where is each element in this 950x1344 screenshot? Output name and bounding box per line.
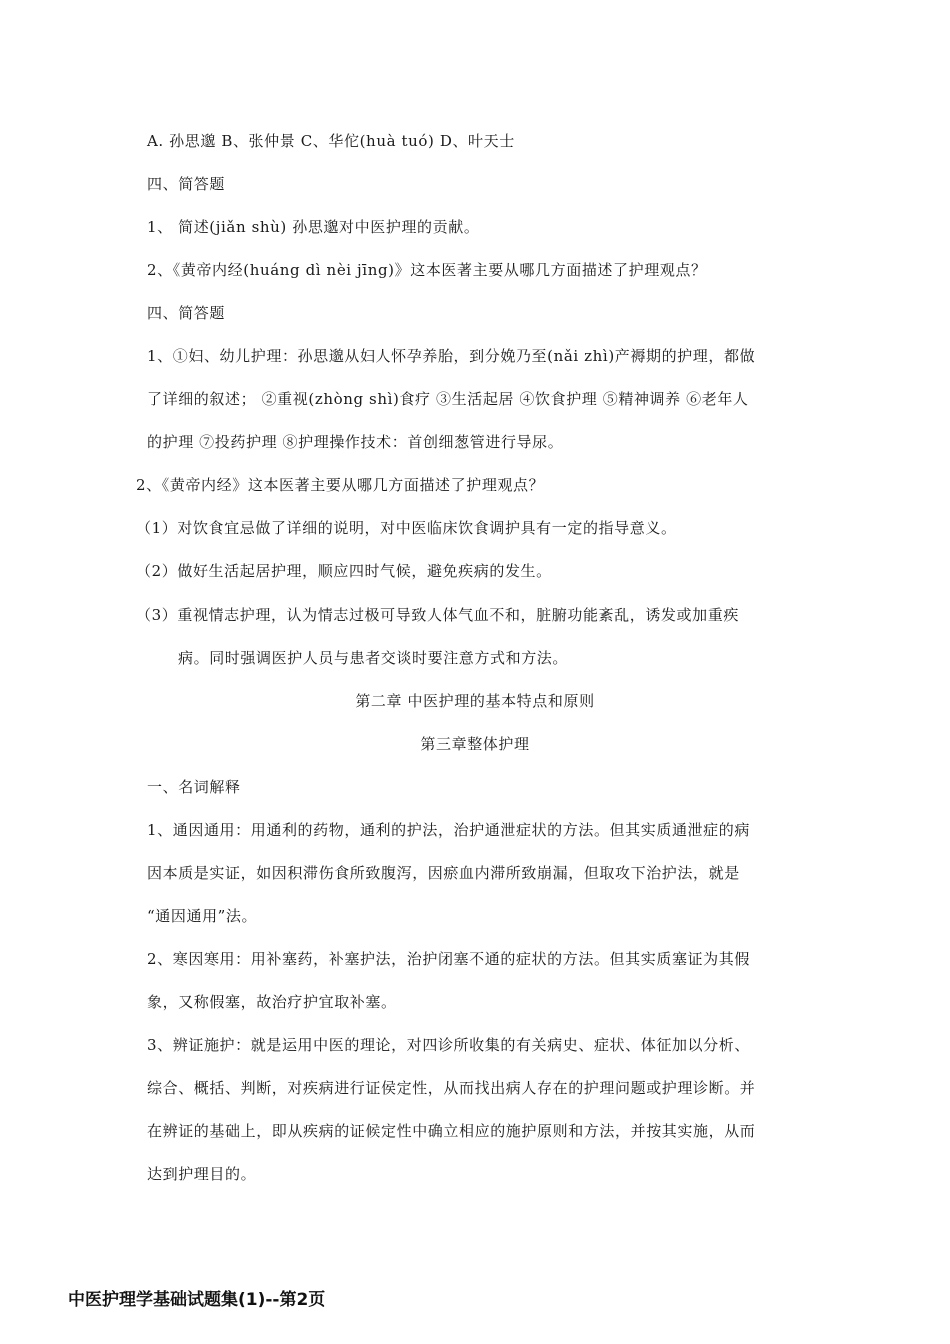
section-heading: 四、简答题: [147, 175, 226, 193]
answer-1-line-3: 的护理 ⑦投药护理 ⑧护理操作技术：首创细葱管进行导尿。: [147, 433, 564, 451]
term-3-line-2: 综合、概括、判断，对疾病进行证侯定性，从而找出病人存在的护理问题或护理诊断。并: [147, 1079, 756, 1097]
answer-2-question: 2、《黄帝内经》这本医著主要从哪几方面描述了护理观点？: [136, 476, 545, 494]
answer-1-line-1: 1、①妇、幼儿护理：孙思邈从妇人怀孕养胎，到分娩乃至(nǎi zhì)产褥期的护理，都做: [147, 347, 756, 365]
term-3-line-4: 达到护理目的。: [147, 1165, 257, 1183]
question-1: 1、 简述(jiǎn shù) 孙思邈对中医护理的贡献。: [147, 218, 480, 236]
page-footer: 中医护理学基础试题集(1)--第2页: [68, 1290, 326, 1310]
term-2-line-1: 2、寒因寒用：用补塞药，补塞护法，治护闭塞不通的症状的方法。但其实质塞证为其假: [147, 950, 750, 968]
chapter-3-title: 第三章整体护理: [420, 735, 530, 753]
term-1-line-1: 1、通因通用：用通利的药物，通利的护法，治护通泄症状的方法。但其实质通泄症的病: [147, 821, 750, 839]
answer-options: A. 孙思邈 B、张仲景 C、华佗(huà tuó) D、叶天士: [147, 132, 515, 150]
chapter-2-title: 第二章 中医护理的基本特点和原则: [355, 692, 595, 710]
answer-2-point-3: （3）重视情志护理，认为情志过极可导致人体气血不和，脏腑功能紊乱，诱发或加重疾: [136, 606, 739, 624]
answer-2-point-1: （1）对饮食宜忌做了详细的说明，对中医临床饮食调护具有一定的指导意义。: [136, 519, 677, 537]
answer-1-line-2: 了详细的叙述； ②重视(zhòng shì)食疗 ③生活起居 ④饮食护理 ⑤精神调养 ⑥老年人: [147, 390, 749, 408]
term-3-line-3: 在辨证的基础上，即从疾病的证候定性中确立相应的施护原则和方法，并按其实施，从而: [147, 1122, 756, 1140]
section-heading-answers: 四、简答题: [147, 304, 226, 322]
answer-2-point-2: （2）做好生活起居护理，顺应四时气候，避免疾病的发生。: [136, 562, 552, 580]
answer-2-point-3-cont: 病。同时强调医护人员与患者交谈时要注意方式和方法。: [178, 649, 569, 667]
term-1-line-2: 因本质是实证，如因积滞伤食所致腹泻，因瘀血内滞所致崩漏，但取攻下治护法，就是: [147, 864, 740, 882]
term-3-line-1: 3、辨证施护：就是运用中医的理论，对四诊所收集的有关病史、症状、体征加以分析、: [147, 1036, 750, 1054]
term-1-line-3: “通因通用”法。: [147, 907, 258, 925]
term-2-line-2: 象，又称假塞，故治疗护宜取补塞。: [147, 993, 397, 1011]
section-heading-terms: 一、名词解释: [147, 778, 241, 796]
question-2: 2、《黄帝内经(huáng dì nèi jīng)》这本医著主要从哪几方面描述了护理观点？: [147, 261, 707, 279]
